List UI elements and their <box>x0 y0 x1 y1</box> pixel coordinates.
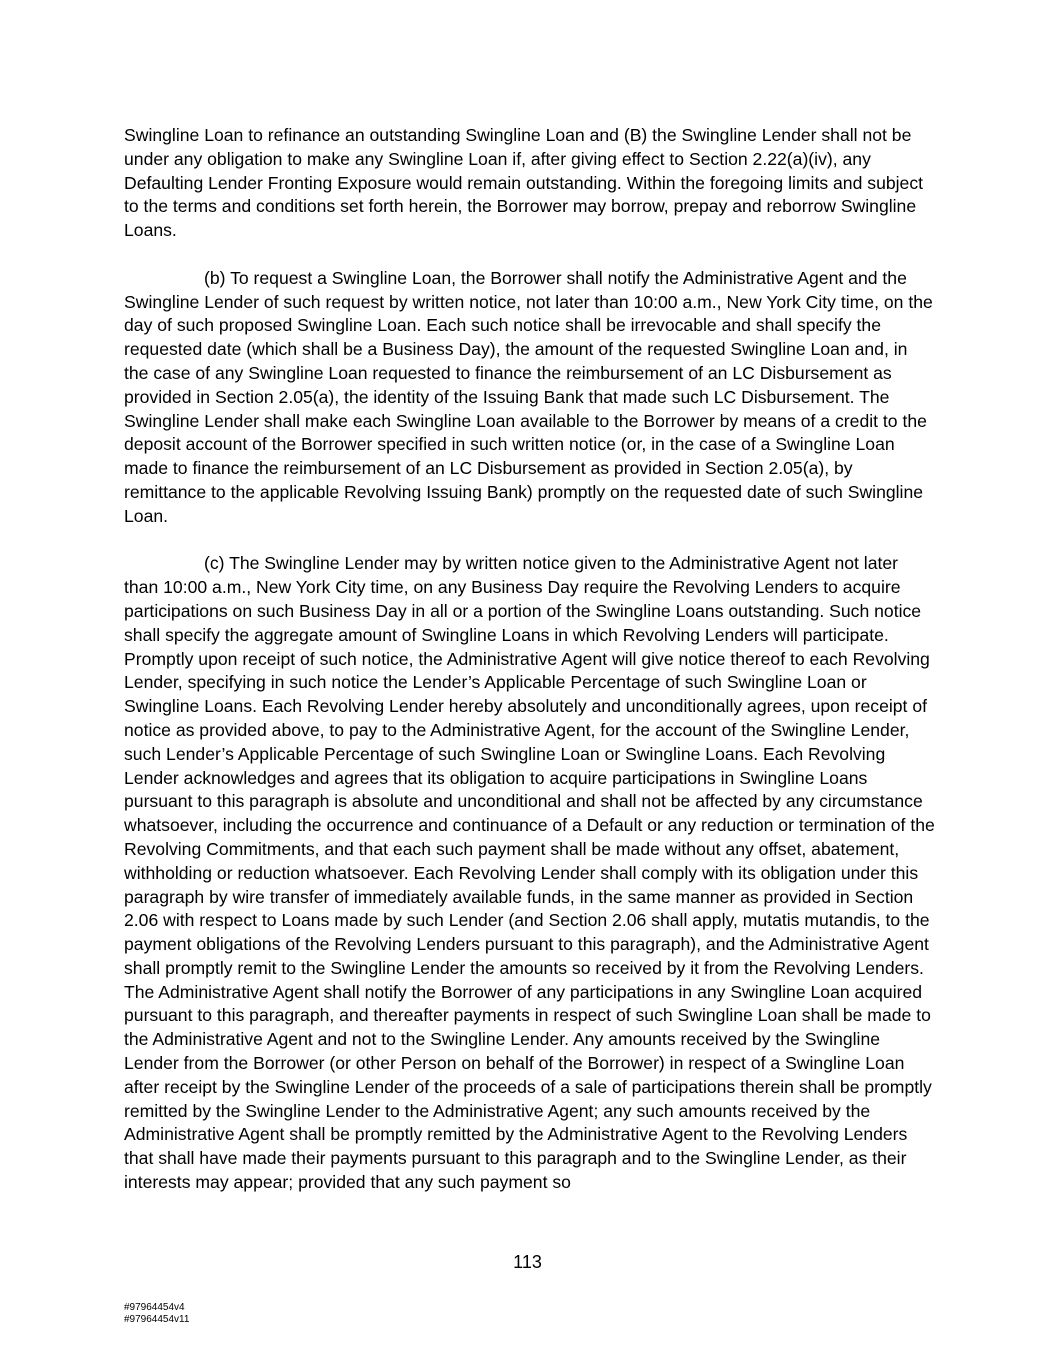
paragraph-b: (b) To request a Swingline Loan, the Borrower shall notify the Administrative Agent and the Swingline Lender of such request by written notice, not later than 10:00 a.m., New York City time, on the day of such proposed Swingline Loan. Each such notice shall be irrevocable and shall specify the requested date (which shall be a Business Day), the amount of the requested Swingline Loan and, in the case of any Swingline Loan requested to finance the reimbursement of an LC Disbursement as provided in Section 2.05(a), the identity of the Issuing Bank that made such LC Disbursement. The Swingline Lender shall make each Swingline Loan available to the Borrower by means of a credit to the deposit account of the Borrower specified in such written notice (or, in the case of a Swingline Loan made to finance the reimbursement of an LC Disbursement as provided in Section 2.05(a), by remittance to the applicable Revolving Issuing Bank) promptly on the requested date of such Swingline Loan. <box>124 267 933 526</box>
document-identifiers <box>124 1302 189 1326</box>
paragraph-c: (c) The Swingline Lender may by written notice given to the Administrative Agent not later than 10:00 a.m., New York City time, on any Business Day require the Revolving Lenders to acquire participations on such Business Day in all or a portion of the Swingline Loans outstanding. Such notice shall specify the aggregate amount of Swingline Loans in which Revolving Lenders will participate. Promptly upon receipt of such notice, the Administrative Agent will give notice thereof to each Revolving Lender, specifying in such notice the Lender’s Applicable Percentage of such Swingline Loan or Swingline Loans. Each Revolving Lender hereby absolutely and unconditionally agrees, upon receipt of notice as provided above, to pay to the Administrative Agent, for the account of the Swingline Lender, such Lender’s Applicable Percentage of such Swingline Loan or Swingline Loans. Each Revolving Lender acknowledges and agrees that its obligation to acquire participations in Swingline Loans pursuant to this paragraph is absolute and unconditional and shall not be affected by any circumstance whatsoever, including the occurrence and continuance of a Default or any reduction or termination of the Revolving Commitments, and that each such payment shall be made without any offset, abatement, withholding or reduction whatsoever. Each Revolving Lender shall comply with its obligation under this paragraph by wire transfer of immediately available funds, in the same manner as provided in Section 2.06 with respect to Loans made by such Lender (and Section 2.06 shall apply, mutatis mutandis, to the payment obligations of the Revolving Lenders pursuant to this paragraph), and the Administrative Agent shall promptly remit to the Swingline Lender the amounts so received by it from the Revolving Lenders. The Administrative Agent shall notify the Borrower of any participations in any Swingline Loan acquired pursuant to this paragraph, and thereafter payments in respect of such Swingline Loan shall be made to the Administrative Agent and not to the Swingline Lender. Any amounts received by the Swingline Lender from the Borrower (or other Person on behalf of the Borrower) in respect of a Swingline Loan after receipt by the Swingline Lender of the proceeds of a sale of participations therein shall be promptly remitted by the Swingline Lender to the Administrative Agent; any such amounts received by the Administrative Agent shall be promptly remitted by the Administrative Agent to the Revolving Lenders that shall have made their payments pursuant to this paragraph and to the Swingline Lender, as their interests may appear; provided that any such payment so <box>124 553 935 1193</box>
paragraph-continuation: Swingline Loan to refinance an outstanding Swingline Loan and (B) the Swingline Lender shall not be under any obligation to make any Swingline Loan if, after giving effect to Section 2.22(a)(iv), any Defaulting Lender Fronting Exposure would remain outstanding. Within the foregoing limits and subject to the terms and conditions set forth herein, the Borrower may borrow, prepay and reborrow Swingline Loans. <box>124 125 924 241</box>
document-id-v4: #97964454v4 <box>124 1302 185 1313</box>
document-body <box>124 124 936 1219</box>
page-number: 113 <box>513 1252 542 1272</box>
document-id-v11: #97964454v11 <box>124 1314 190 1325</box>
